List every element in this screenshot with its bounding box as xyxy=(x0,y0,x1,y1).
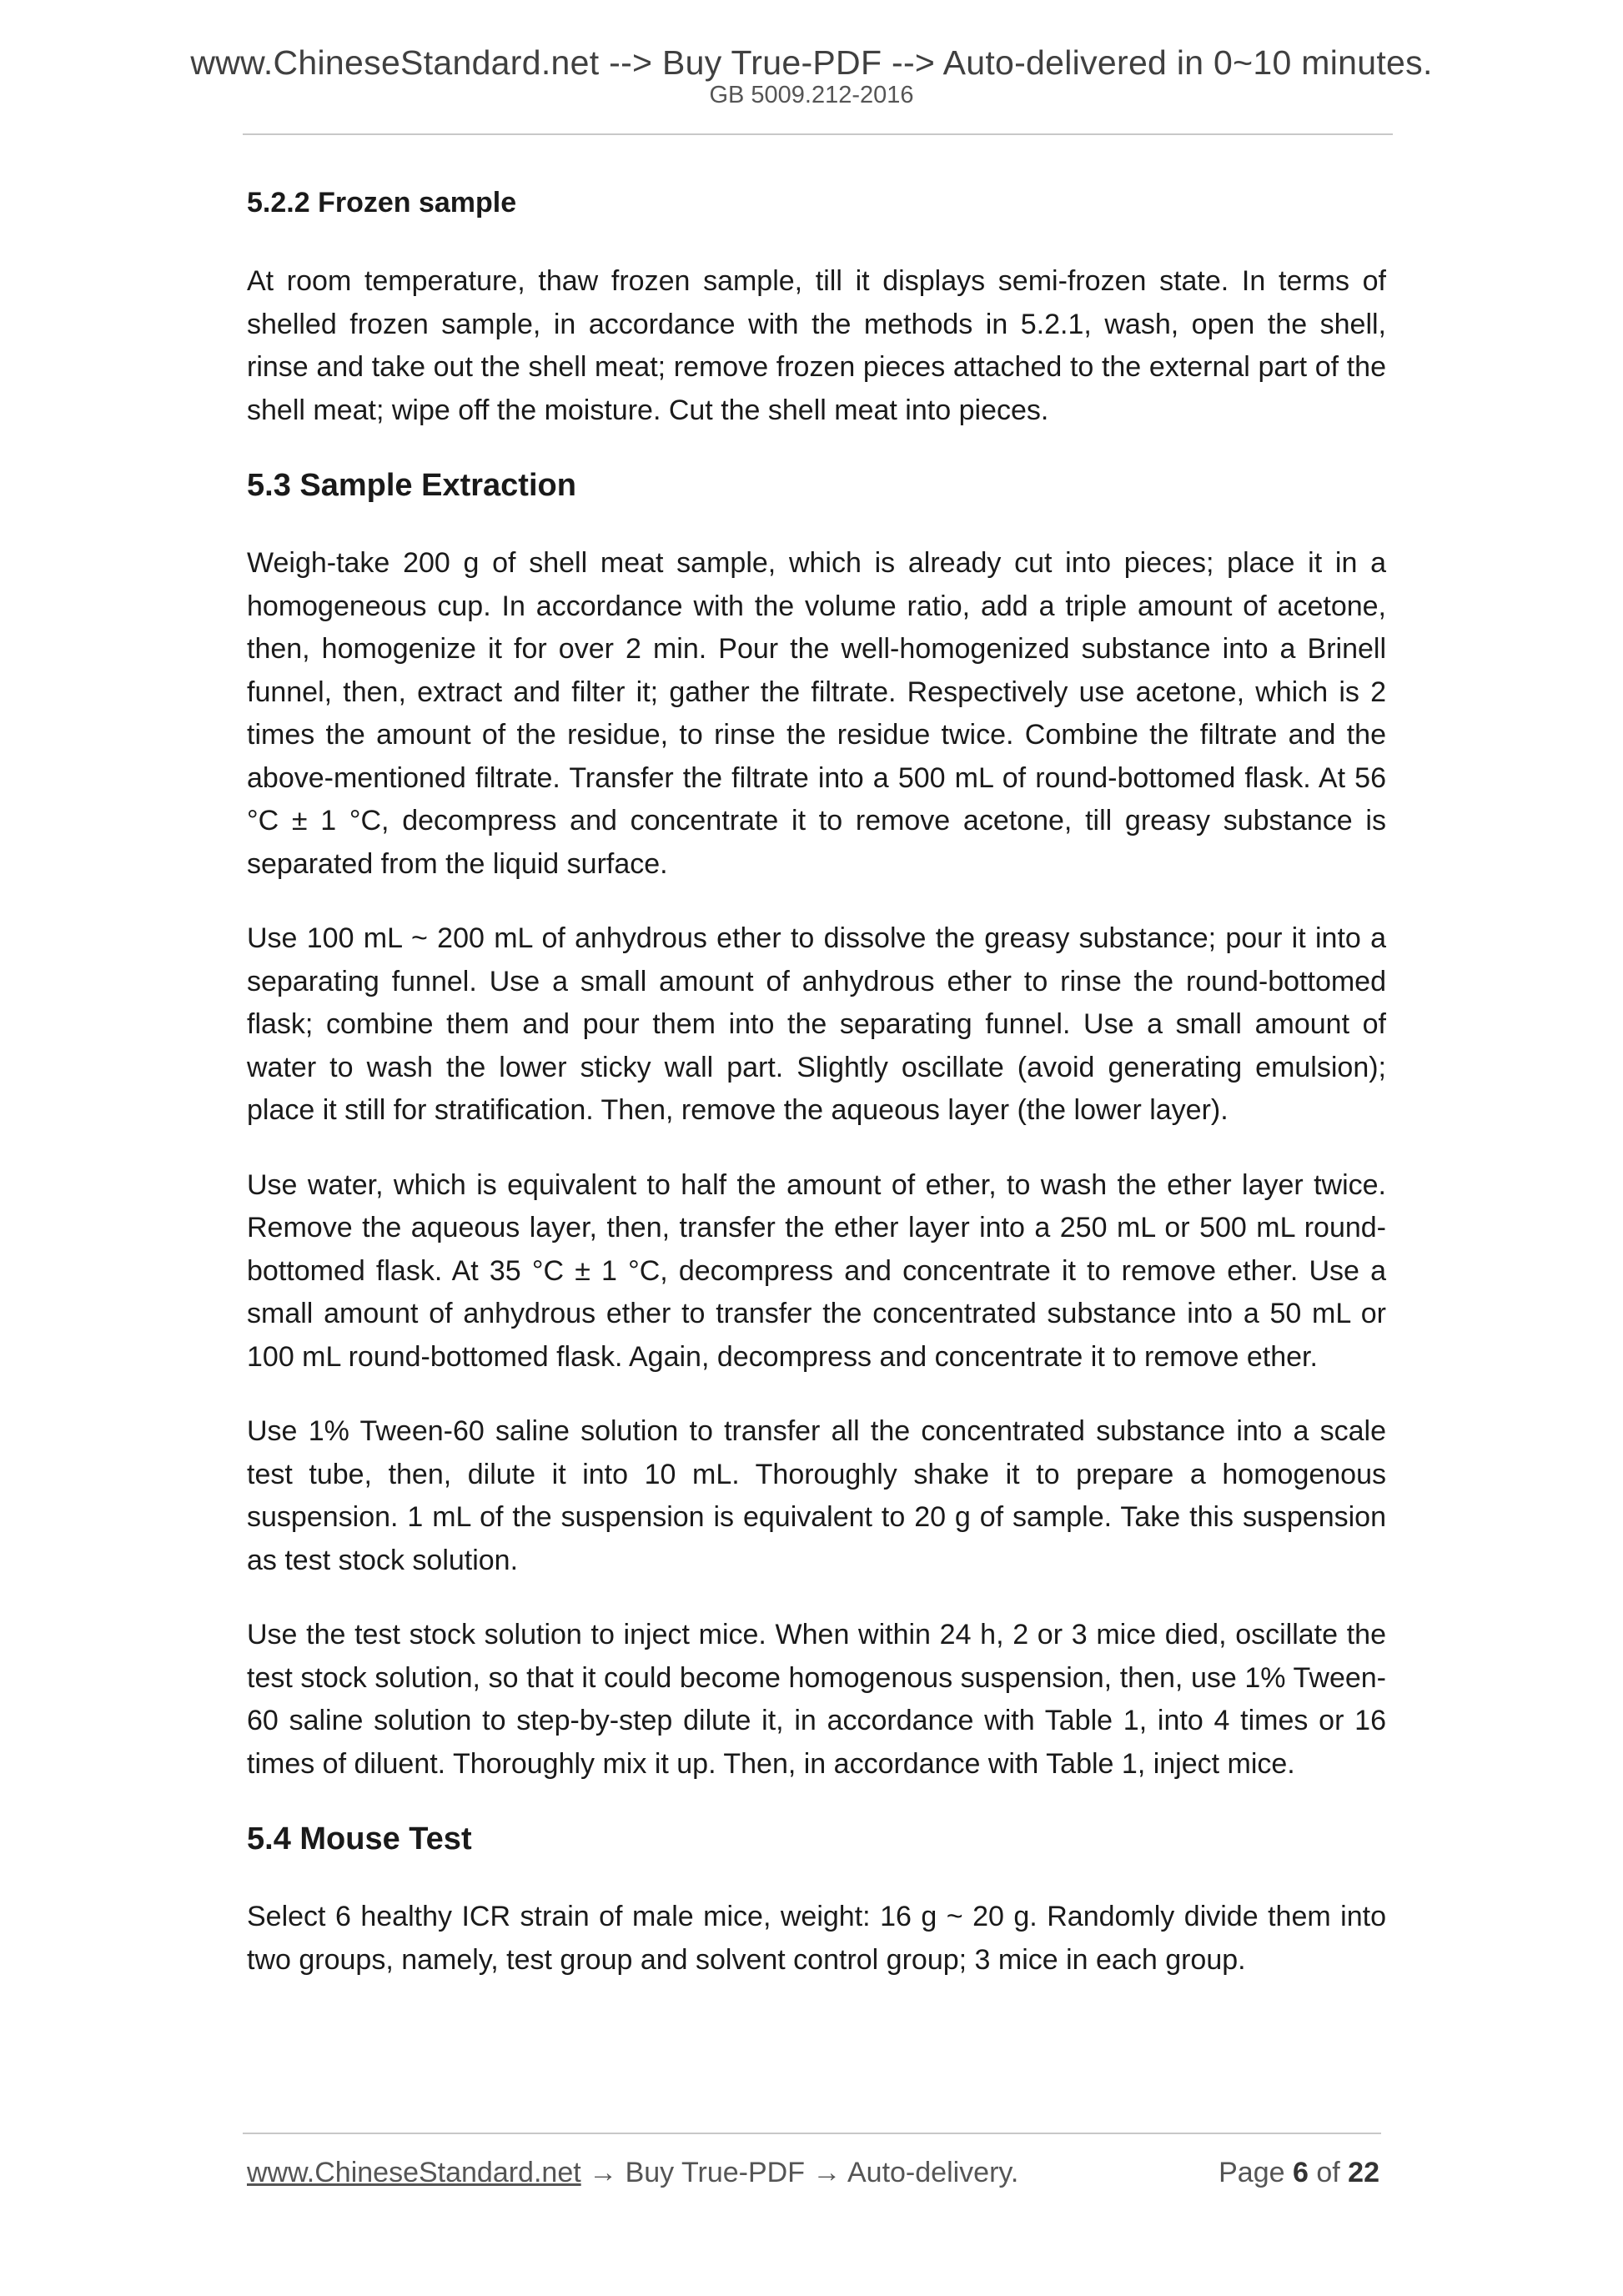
of-label: of xyxy=(1316,2157,1340,2188)
heading-5-3: 5.3 Sample Extraction xyxy=(247,468,576,503)
standard-code: GB 5009.212-2016 xyxy=(709,82,914,108)
heading-5-2-2: 5.2.2 Frozen sample xyxy=(247,187,517,219)
page-label: Page xyxy=(1219,2157,1285,2188)
paragraph-extraction-4: Use 1% Tween-60 saline solution to transfer all the concentrated substance into a scale test tube, then, dilute it into 10 mL. Thoroughly shake it to prepare a homogenous suspension. 1 mL of the suspension is equivalent to 20 g of sample. Take this suspension as test stock solution. xyxy=(247,1415,1386,1576)
footer-divider xyxy=(243,2133,1381,2134)
paragraph-extraction-5: Use the test stock solution to inject mice. When within 24 h, 2 or 3 mice died, oscillate the test stock solution, so that it could become homogenous suspension, then, use 1% Tween-60 saline solution to step-by-step dilute it, in accordance with Table 1, into 4 times or 16 times of diluent. Thoroughly mix it up. Then, in accordance with Table 1, inject mice. xyxy=(247,1619,1386,1780)
paragraph-frozen-sample: At room temperature, thaw frozen sample, till it displays semi-frozen state. In terms of shelled frozen sample, in accordance with the methods in 5.2.1, wash, open the shell, rinse and take out the shell meat; remove frozen pieces attached to the external part of the shell meat; wipe off the moisture. Cut the shell meat into pieces. xyxy=(247,265,1386,426)
paragraph-mouse-test: Select 6 healthy ICR strain of male mice, weight: 16 g ~ 20 g. Randomly divide them into two groups, namely, test group and solvent control group; 3 mice in each group. xyxy=(247,1901,1386,1976)
paragraph-extraction-1: Weigh-take 200 g of shell meat sample, which is already cut into pieces; place it in a homogeneous cup. In accordance with the volume ratio, add a triple amount of acetone, then, homogenize it for over 2 min. Pour the well-homogenized substance into a Brinell funnel, then, extract and filter it; gather the filtrate. Respectively use acetone, which is 2 times the amount of the residue, to rinse the residue twice. Combine the filtrate and the above-mentioned filtrate. Transfer the filtrate into a 500 mL of round-bottomed flask. At 56 °C ± 1 °C, decompress and concentrate it to remove acetone, till greasy substance is separated from the liquid surface. xyxy=(247,547,1386,880)
heading-5-4: 5.4 Mouse Test xyxy=(247,1821,472,1856)
footer-promo xyxy=(247,2157,1018,2189)
header-divider xyxy=(243,133,1393,135)
page-indicator xyxy=(1219,2157,1379,2189)
page-number: 6 xyxy=(1292,2157,1309,2188)
footer-tagline: → Buy True-PDF → Auto-delivery. xyxy=(580,2157,1019,2188)
paragraph-extraction-3: Use water, which is equivalent to half the amount of ether, to wash the ether layer twice. Remove the aqueous layer, then, transfer the ether layer into a 250 mL or 500 mL round-bottomed flask. At 35 °C ± 1 °C, decompress and concentrate it to remove ether. Use a small amount of anhydrous ether to transfer the concentrated substance into a 50 mL or 100 mL round-bottomed flask. Again, decompress and concentrate it to remove ether. xyxy=(247,1168,1386,1373)
document-body xyxy=(247,183,1386,2013)
footer-site-link[interactable]: www.ChineseStandard.net xyxy=(247,2157,581,2188)
page-total: 22 xyxy=(1348,2157,1379,2188)
paragraph-extraction-2: Use 100 mL ~ 200 mL of anhydrous ether to dissolve the greasy substance; pour it into a separating funnel. Use a small amount of anhydrous ether to rinse the round-bottomed flask; combine them and pour them into the separating funnel. Use a small amount of water to wash the lower sticky wall part. Slightly oscillate (avoid generating emulsion); place it still for stratification. Then, remove the aqueous layer (the lower layer). xyxy=(247,922,1386,1126)
site-banner: www.ChineseStandard.net --> Buy True-PDF --> Auto-delivered in 0~10 minutes. xyxy=(190,43,1433,82)
